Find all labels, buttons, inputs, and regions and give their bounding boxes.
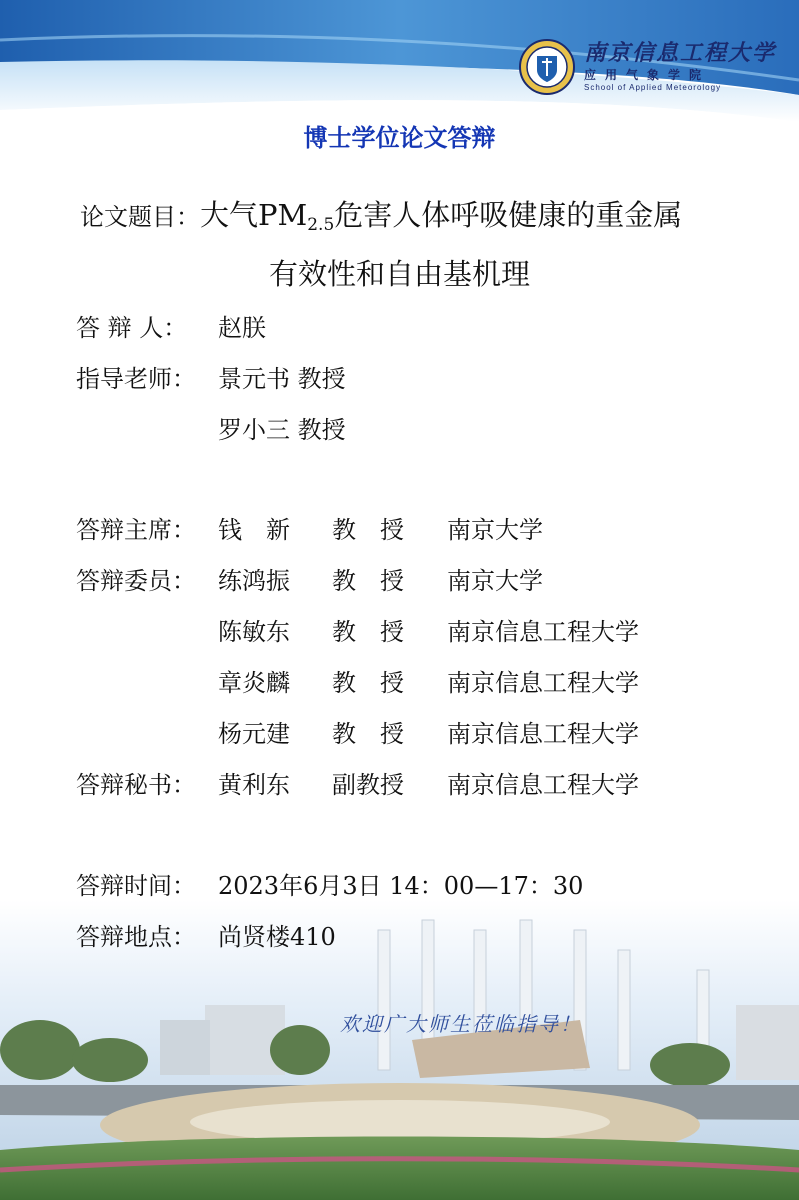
member-name: 陈敏东 <box>218 618 290 646</box>
thesis-label: 论文题目： <box>80 203 200 231</box>
advisor-2: 罗小三 教授 <box>218 416 346 444</box>
chair-affiliation: 南京大学 <box>447 516 543 544</box>
defense-place: 尚贤楼410 <box>218 923 336 951</box>
time-label: 答辩时间： <box>76 872 196 900</box>
secretary-name: 黄利东 <box>218 771 290 799</box>
member-title: 教 授 <box>332 669 404 697</box>
welcome-message: 欢迎广大师生莅临指导！ <box>340 1012 582 1036</box>
member-affiliation: 南京信息工程大学 <box>447 618 639 646</box>
advisor-row <box>76 363 346 395</box>
thesis-title-part2: 危害人体呼吸健康的重金属 <box>334 198 683 232</box>
defender-label: 答 辩 人： <box>76 314 188 342</box>
defender-name: 赵朕 <box>218 314 266 342</box>
secretary-title: 副教授 <box>332 771 404 799</box>
defense-time: 2023年6月3日 14：00—17：30 <box>218 872 584 900</box>
member-name: 练鸿振 <box>218 567 290 595</box>
university-seal-icon <box>518 38 576 96</box>
advisors-label: 指导老师： <box>76 365 196 393</box>
member-affiliation: 南京信息工程大学 <box>447 720 639 748</box>
university-name: 南京信息工程大学 <box>584 40 777 66</box>
thesis-title-line1 <box>80 193 682 235</box>
advisor-1: 景元书 教授 <box>218 365 346 393</box>
place-label: 答辩地点： <box>76 923 196 951</box>
member-affiliation: 南京大学 <box>447 567 543 595</box>
university-logo <box>518 38 776 96</box>
school-name-en: School of Applied Meteorology <box>584 83 722 92</box>
member-name: 杨元建 <box>218 720 290 748</box>
thesis-title-part1: 大气PM <box>200 198 308 232</box>
page-title: 博士学位论文答辩 <box>303 124 496 152</box>
committee-member-row <box>76 565 543 597</box>
thesis-title-subscript: 2.5 <box>307 215 335 235</box>
thesis-title-line2: 有效性和自由基机理 <box>268 257 530 291</box>
defense-time-row <box>76 870 584 902</box>
chair-name: 钱 新 <box>218 516 290 544</box>
member-title: 教 授 <box>332 567 404 595</box>
member-affiliation: 南京信息工程大学 <box>447 669 639 697</box>
secretary-row <box>76 769 639 801</box>
members-label: 答辩委员： <box>76 567 196 595</box>
school-name: 应用气象学院 <box>584 68 711 82</box>
defense-place-row <box>76 921 336 953</box>
chair-title: 教 授 <box>332 516 404 544</box>
secretary-affiliation: 南京信息工程大学 <box>447 771 639 799</box>
chair-label: 答辩主席： <box>76 516 196 544</box>
member-title: 教 授 <box>332 618 404 646</box>
defender-row <box>76 312 266 344</box>
member-title: 教 授 <box>332 720 404 748</box>
committee-chair-row <box>76 514 543 546</box>
member-name: 章炎麟 <box>218 669 290 697</box>
secretary-label: 答辩秘书： <box>76 771 196 799</box>
